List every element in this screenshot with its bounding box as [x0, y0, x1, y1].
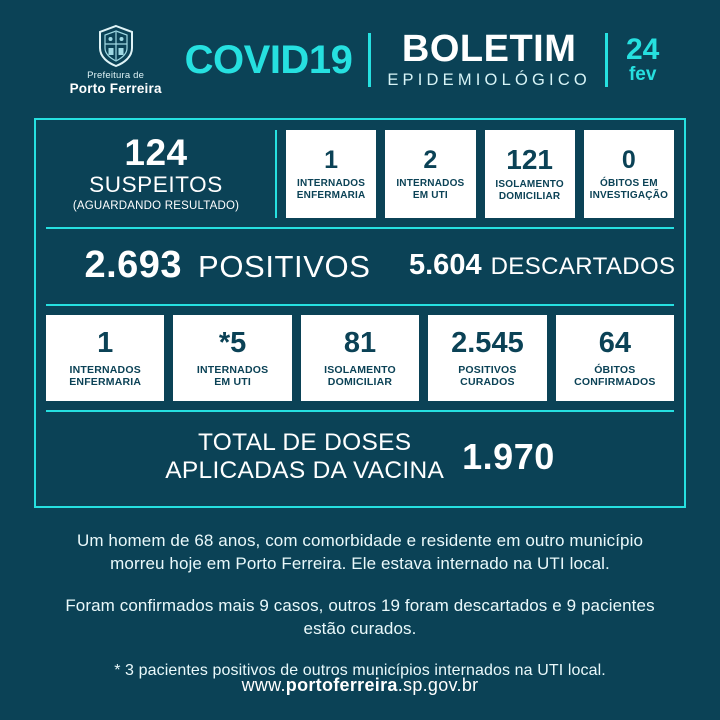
- stat-caption-line2: DOMICILIAR: [498, 191, 561, 202]
- stat-caption: [69, 364, 141, 389]
- stat-caption-line2: CURADOS: [460, 376, 515, 388]
- panel-divider: [46, 410, 674, 412]
- stat-caption-line1: ISOLAMENTO: [324, 363, 396, 376]
- stat-caption-line2: ENFERMARIA: [69, 376, 142, 388]
- row-divider: [275, 130, 277, 218]
- stat-caption: [574, 364, 656, 389]
- site-domain: portoferreira: [285, 675, 398, 695]
- suspects-value: 124: [124, 132, 188, 173]
- stat-caption-line1: ÓBITOS: [594, 363, 636, 376]
- date-divider: [605, 33, 608, 87]
- suspects-row: [46, 130, 674, 218]
- stat-caption: [324, 364, 396, 389]
- vaccine-summary: [46, 421, 674, 496]
- stat-card: [385, 130, 475, 218]
- city-crest: [61, 24, 171, 96]
- stat-caption: [197, 364, 268, 389]
- stat-caption-line2: CONFIRMADOS: [574, 376, 656, 388]
- stat-caption-line2: EM UTI: [412, 189, 448, 201]
- discarded-summary: [409, 243, 675, 290]
- stat-caption: [495, 179, 563, 203]
- covid-label: COVID19: [184, 38, 353, 82]
- stat-caption-line2: ENFERMARIA: [296, 189, 366, 201]
- stat-caption-line2: EM UTI: [214, 376, 251, 388]
- stat-caption-line1: ÓBITOS EM: [600, 177, 658, 189]
- stat-caption-line1: INTERNADOS: [69, 363, 141, 376]
- suspects-summary: [46, 130, 266, 218]
- crest-prefix-label: Prefeitura de: [87, 70, 145, 81]
- stat-caption-line2: DOMICILIAR: [327, 376, 393, 388]
- stat-card: [428, 315, 546, 401]
- vaccine-label-line1: TOTAL DE DOSES: [197, 429, 412, 456]
- stat-caption-line1: INTERNADOS: [396, 177, 465, 189]
- stat-caption-line2: INVESTIGAÇÃO: [589, 189, 669, 201]
- stat-card: [301, 315, 419, 401]
- stat-value: 2.545: [451, 326, 524, 359]
- vaccine-label-line2: APLICADAS DA VACINA: [165, 457, 445, 485]
- stat-value: 1: [324, 145, 339, 174]
- note-death: Um homem de 68 anos, com comorbidade e residente em outro município morreu hoje em Porto Ferreira. Ele estava internado na UTI local.: [76, 530, 644, 573]
- details-row: [46, 315, 674, 401]
- stat-caption-line1: INTERNADOS: [297, 177, 366, 189]
- suspects-sublabel: (AGUARDANDO RESULTADO): [72, 200, 240, 212]
- stat-caption: [458, 364, 516, 389]
- stat-caption-line1: POSITIVOS: [458, 363, 517, 376]
- date-month: fev: [628, 63, 657, 85]
- stat-caption-line1: ISOLAMENTO: [495, 179, 564, 191]
- title-block: [185, 30, 591, 90]
- bulletin-title-group: [387, 30, 591, 90]
- notes-section: [52, 530, 668, 681]
- stat-caption: [396, 178, 464, 202]
- positives-label: POSITIVOS: [198, 249, 371, 284]
- title-divider: [368, 33, 371, 87]
- discarded-label: DESCARTADOS: [490, 253, 676, 280]
- discarded-value: 5.604: [409, 249, 482, 281]
- site-prefix: www.: [241, 675, 286, 695]
- stat-value: 121: [506, 144, 553, 176]
- stat-value: 2: [423, 145, 438, 174]
- header: [0, 0, 720, 114]
- stat-card: [173, 315, 291, 401]
- stat-value: 64: [598, 326, 631, 359]
- stat-card: [46, 315, 164, 401]
- detail-boxes: [46, 315, 674, 401]
- stat-value: 1: [97, 326, 114, 359]
- totals-row: [46, 238, 674, 295]
- note-footnote: * 3 pacientes positivos de outros municípios internados na UTI local.: [114, 661, 606, 679]
- note-cases: Foram confirmados mais 9 casos, outros 19 foram descartados e 9 pacientes estão curados.: [65, 595, 655, 638]
- stat-value: *5: [218, 326, 247, 359]
- stat-card: [556, 315, 674, 401]
- bulletin-subtitle: EPIDEMIOLÓGICO: [387, 71, 591, 89]
- coat-of-arms-icon: [96, 24, 136, 68]
- stat-caption: [590, 178, 669, 202]
- website-footer[interactable]: [0, 675, 720, 696]
- positives-summary: [46, 238, 409, 295]
- stat-value: 81: [343, 326, 377, 359]
- suspects-label: SUSPEITOS: [89, 172, 223, 197]
- stat-caption: [297, 178, 366, 202]
- panel-divider: [46, 227, 674, 229]
- panel-divider: [46, 304, 674, 306]
- stat-card: [584, 130, 674, 218]
- stats-panel: [34, 118, 686, 508]
- positives-value: 2.693: [84, 244, 183, 286]
- bulletin-title: BOLETIM: [401, 28, 577, 70]
- stat-value: 0: [621, 145, 636, 174]
- date-badge: [625, 32, 660, 86]
- stat-card: [286, 130, 376, 218]
- vaccine-value: 1.970: [462, 436, 555, 478]
- suspects-boxes: [286, 130, 674, 218]
- date-day: 24: [625, 32, 660, 66]
- vaccine-label: [165, 429, 444, 486]
- site-suffix: .sp.gov.br: [397, 675, 479, 695]
- crest-city-label: Porto Ferreira: [69, 81, 162, 96]
- stat-caption-line1: INTERNADOS: [196, 363, 269, 376]
- stat-card: [485, 130, 575, 218]
